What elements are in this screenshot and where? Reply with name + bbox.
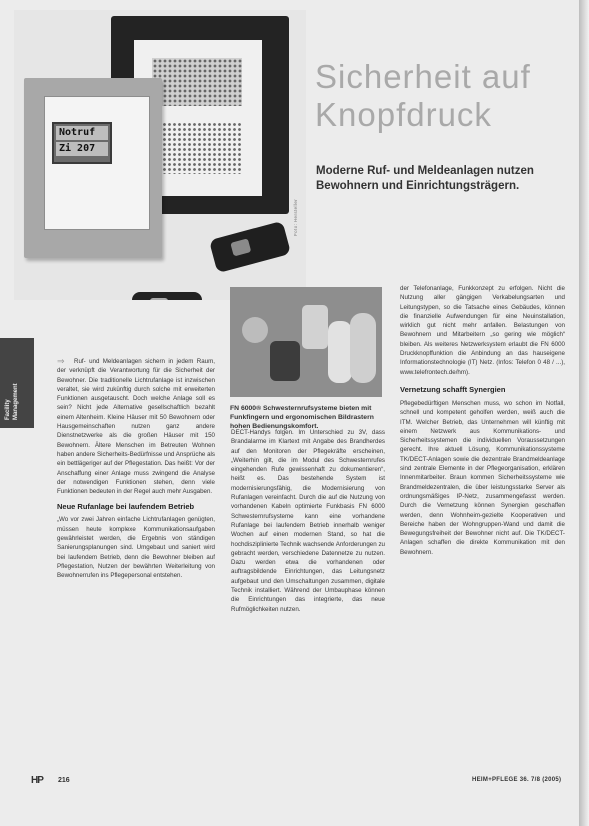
col2-body: DECT-Handys folgen. Im Unterschied zu 3V, dass Brandalarme im Klartext mit Angabe des Brandherdes auf den Monitoren der Pflegekräfte erscheinen, „Weiterhin gilt, die im Modul des Schwesternrufes eingehenden Rufe gewissenhaft zu dokumentieren“, heißt es. Das bestehende System ist modernisierungsfähig, die Modernisierung von Rufanlagen vereinfacht. Durch die auf die Nutzung von vorhandenen Kabeln optimierte Funkbasis FN 6000 Schwesternrufsysteme kann eine vorhandene Rufanlage bei laufendem Betrieb innerhalb weniger Wochen auf einen modernen Stand, so hat die hochdisziplinierte Technik wachsende Anforderungen zu gebracht werden, verschiedene Datennetze zu nutzen. Dazu werden etwa die vorhandenen oder auftragsbildende Einrichtungen, das Leitungsnetz aufgebaut und den Umschaltungen zusammen, digitale Technik installiert. Während der Umbauphase können die Einrichtungen das integrierte, das neue Rufmöglichkeiten nutzen. (231, 429, 385, 613)
subhead-rufanlage: Neue Rufanlage bei laufendem Betrieb (57, 502, 195, 512)
intro-text: Ruf- und Meldeanlagen sichern in jedem Raum, der verknüpft die Verantwortung für die Sicherheit der Bewohner. Die traditionelle Lichtrufanlage ist inzwischen veraltet, sie wird zukünftig durch solche mit erweiterten Funktionen ausgetauscht. Doch welche Anlage soll es sein? Nicht jede Alternative gesellschaftlich bezahlt einem Altenheim. Kleine Häuser mit 50 Bewohnern oder Hausgemeinschaften nutzen ganz andere Dienstnetzwerke als die großen Häuser mit 150 Bewohnern. Ältere Menschen im Betreuten Wohnen haben andere Sicherheits-Bedürfnisse und Ansprüche als ein bettlägeriger auf der Pflegestation. Das heißt: Vor der Anschaffung einer Anlage muss zwingend die Analyse der notwendigen Funktionen stehen, denn viele Funktionen bedeuten in der Regel auch mehr Ausgaben. (57, 358, 215, 496)
title-line-1: Sicherheit auf (315, 58, 531, 95)
col3-body-2: Pflegebedürftigen Menschen muss, wo schon im Notfall, schnell und kompetent geholfen werden, weiß auch die ITM. Welcher Betrieb, das Unternehmen will künftig mit einem Netzwerk aus Kommunikations- und Sicherheitssystemen die individuellen Voraussetzungen gerecht. Ihre aktuell Lösung, Kommunikationssysteme TK/DECT-Anlagen sowie die dezentrale Brandmeldeanlage sind zentrale Elemente in der Pflegeorganisation, erklären Innenmitarbeiter. Braun kommen Sicherheitssysteme wie Brandmeldezentralen, die über leistungsstarke Server als ordnungsmäßiges IP-Netz, zusammengefasst werden. Durch die Vernetzung können Synergien geschaffen werden, denn Wohnheim-gezielte Kooperativen und Bereiche haben der Wohngruppen-Wand und damit die Bewegungsfreiheit der Bewohner nicht auf. Die TK/DECT-Anlagen schaffen die direkte Kommunikation mit den Bewohnern. (400, 399, 565, 556)
white-pendant (302, 305, 328, 349)
speaker-grille-bottom (152, 122, 242, 174)
display-line-2: Zi 207 (56, 142, 108, 156)
scan-edge (579, 0, 589, 826)
article-title (315, 58, 575, 134)
pendant-button-icon (150, 298, 168, 300)
text-column-2 (231, 428, 385, 760)
page-number: 216 (58, 777, 70, 784)
text-column-1 (57, 357, 215, 760)
handset-left (328, 321, 352, 383)
photo-credit: Foto: Hersteller (293, 198, 298, 236)
magazine-logo: HP (31, 775, 43, 786)
panel-display (52, 122, 112, 164)
dark-pendant (270, 341, 300, 381)
col3-body: der Telefonanlage, Funkkonzept zu erfolgen. Nicht die Nutzung aller gängigen Verkabelungsarten und Leitungstypen, so die Tatsache eines Gebäudes, können die finanzielle Aufwendungen für eine Neuinstallation, wirklich gut nicht mehr anfallen. Belastungen von Bewohnern und Mitarbeitern „so gering wie möglich“ bleiben. Als weiteres Netzwerksystem erlaubt die FN 6000 Druckknopffunktion die Anbindung an das hauseigene Informationstechnologie (IT) Netz. (Infos: Telefon 0 48 / ...), www.telefrontech.de/hm). (400, 285, 565, 376)
side-tag-line-2: Management (13, 383, 19, 420)
hero-photo (14, 10, 306, 300)
photo-caption: FN 6000® Schwesternrufsysteme bieten mit Funkfingern und ergonomischen Bildrastern hohen Bedienungskomfort. (230, 405, 374, 430)
text-column-3 (400, 284, 565, 760)
article-subtitle: Moderne Ruf- und Meldeanlagen nutzen Bewohnern und Einrichtungsträgern. (316, 165, 534, 192)
display-line-1: Notruf (56, 126, 108, 140)
issue-source: HEIM+PFLEGE 36. 7/8 (2005) (472, 777, 562, 783)
arrow-right-icon: ⇒ (57, 357, 65, 366)
intro-paragraph (57, 357, 215, 496)
side-tag-line-1: Facility (5, 399, 11, 420)
pendant-button-icon (230, 238, 251, 256)
title-line-2: Knopfdruck (315, 96, 492, 133)
subhead-vernetzung: Vernetzung schafft Synergien (400, 384, 506, 394)
call-pendant-small (132, 292, 202, 300)
round-pendant (242, 317, 268, 343)
call-pendant-dark (209, 221, 291, 274)
speaker-grille-top (152, 58, 242, 106)
col1-body: „Wo vor zwei Jahren einfache Lichtrufanlagen genügten, müssen heute komplexe Kommunikationsaufgaben gewährleistet werden, die Ergebnis von ständigen Sanierungsplanungen sind. Umgebaut und saniert wird bei laufendem Betrieb, denn die Bewohner bleiben auf Pflegestation, Nutzen der bewährten Weiterleitung von Bewohnerrufen ins Pflegepersonal entstehen. (57, 516, 215, 580)
pendant-photo (230, 287, 382, 397)
handset-right (350, 313, 376, 383)
side-tag (4, 383, 20, 420)
